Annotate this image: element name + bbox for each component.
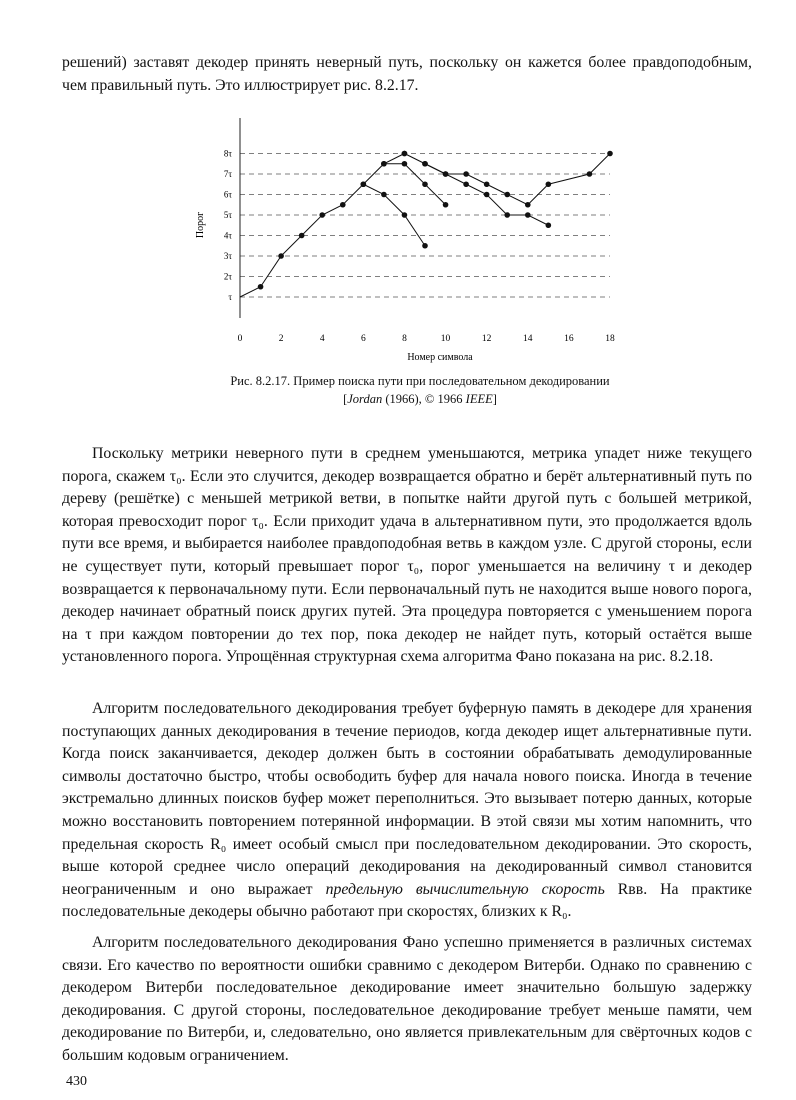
caption-year: (1966), © 1966 xyxy=(382,392,466,406)
chart-grid xyxy=(240,154,610,298)
data-point xyxy=(587,171,593,177)
data-point xyxy=(422,243,428,249)
data-point xyxy=(340,202,346,208)
data-point xyxy=(504,212,510,218)
data-point xyxy=(504,192,510,198)
caption-source: [Jordan (1966), © 1966 IEEE] xyxy=(343,392,497,406)
x-tick-label: 18 xyxy=(605,334,615,344)
paragraph-2-text-b: Rвв. На практике последовательные декодеры обычно работают при скоростях, близких к R₀. xyxy=(62,880,752,921)
data-point xyxy=(463,181,469,187)
data-point xyxy=(402,212,408,218)
x-tick-label: 4 xyxy=(319,334,325,344)
y-tick-label: 8τ xyxy=(223,148,232,159)
y-tick-label: 4τ xyxy=(223,230,232,241)
data-point xyxy=(381,161,387,167)
data-point xyxy=(422,181,428,187)
data-point xyxy=(607,151,613,157)
data-point xyxy=(525,202,531,208)
chart-points xyxy=(258,151,613,290)
paragraph-2-text-a: Алгоритм последовательного декодирования требует буферную память в декодере для хранения поступающих данных декодирования в течение периодов, когда декодер ищет альтернативные пути. Когда поиск заканчивается, декодер должен быть в состоянии обрабатывать демодулированные символы достаточно быстро, чтобы освободить буфер для начала нового поиска. Иногда в течение экстремально длинных поисков буфер может переполниться. Это вызывает потерю данных, которые можно восстановить повторением потерянной информации. В этой связи мы хотим напомнить, что предельная скорость R₀ имеет особый смысл при последовательном декодировании. Это скорость, выше которой среднее число операций декодирования на декодированный символ становится неограниченным и оно выражает xyxy=(62,700,752,898)
caption-title: Рис. 8.2.17. Пример поиска пути при последовательном декодировании xyxy=(230,374,610,388)
page-number: 430 xyxy=(66,1074,87,1089)
data-point xyxy=(443,202,449,208)
x-tick-labels xyxy=(238,334,615,344)
paragraph-1: Поскольку метрики неверного пути в среднем уменьшаются, метрика упадет ниже текущего порога, скажем τ₀. Если это случится, декодер возвращается обратно и берёт альтернативный путь по дереву (решётке) с меньшей метрикой ветви, в попытке найти другой путь с большей метрикой, которая превосходит порог τ₀. Если приходит удача в альтернативном пути, это продолжается вдоль пути все время, и выбирается наиболее правдоподобная ветвь в каждом узле. С другой стороны, если не существует пути, который превышает порог τ₀, порог уменьшается на величину τ и декодер возвращается к первоначальному пути. Если первоначальный путь не находится выше нового порога, декодер начинает обратный поиск других путей. Эта процедура повторяется с уменьшением порога на τ при каждом повторении до тех пор, пока декодер не найдет путь, который остаётся выше установленного порога. Упрощённая структурная схема алгоритма Фано показана на рис. 8.2.18. xyxy=(62,445,752,666)
data-point xyxy=(319,212,325,218)
series-line-main xyxy=(240,154,404,298)
y-tick-labels xyxy=(224,149,233,303)
data-point xyxy=(484,192,490,198)
x-axis-label: Номер символа xyxy=(407,352,473,363)
data-point xyxy=(525,212,531,218)
x-tick-label: 10 xyxy=(440,334,451,344)
figure-caption xyxy=(150,372,690,408)
data-point xyxy=(546,222,552,228)
chart-lines xyxy=(240,154,610,298)
paragraph-3: Алгоритм последовательного декодирования Фано успешно применяется в различных системах связи. Его качество по вероятности ошибки сравнимо с декодером Витерби. Однако по сравнению с декодером Витерби последовательное декодирование имеет значительно большую задержку декодирования. С другой стороны, последовательное декодирование требует меньше памяти, чем декодирование по Витерби, и, следовательно, оно является привлекательным для свёрточных кодов с большим кодовым ограничением. xyxy=(62,934,752,1064)
y-tick-label: τ xyxy=(228,292,232,302)
data-point xyxy=(381,192,387,198)
y-tick-label: 3τ xyxy=(223,251,232,261)
x-tick-label: 2 xyxy=(278,334,284,344)
data-point xyxy=(443,171,449,177)
data-point xyxy=(463,171,469,177)
paragraph-2-emphasis: предельную вычислительную скорость xyxy=(325,880,605,898)
y-tick-label: 5τ xyxy=(223,210,232,220)
x-tick-label: 0 xyxy=(237,334,243,344)
y-tick-label: 2τ xyxy=(223,271,232,282)
data-point xyxy=(484,181,490,187)
data-point xyxy=(402,161,408,167)
y-tick-label: 6τ xyxy=(223,189,232,200)
x-tick-label: 6 xyxy=(360,334,366,344)
x-tick-label: 8 xyxy=(402,334,407,344)
intro-paragraph: решений) заставят декодер принять неверный путь, поскольку он кажется более правдоподобным, чем правильный путь. Это иллюстрирует рис. 8.2.17. xyxy=(62,54,752,94)
data-point xyxy=(402,151,408,157)
x-tick-label: 16 xyxy=(564,334,574,344)
data-point xyxy=(258,284,264,290)
y-axis-label: Порог xyxy=(195,211,206,239)
data-point xyxy=(299,233,305,239)
x-tick-label: 14 xyxy=(523,334,533,344)
x-tick-label: 12 xyxy=(481,334,492,344)
caption-org: IEEE xyxy=(465,392,493,406)
data-point xyxy=(546,181,552,187)
data-point xyxy=(361,181,367,187)
caption-author: Jordan xyxy=(347,392,383,406)
y-tick-label: 7τ xyxy=(223,169,232,179)
data-point xyxy=(422,161,428,167)
paragraph-2 xyxy=(62,698,752,924)
data-point xyxy=(278,253,284,259)
